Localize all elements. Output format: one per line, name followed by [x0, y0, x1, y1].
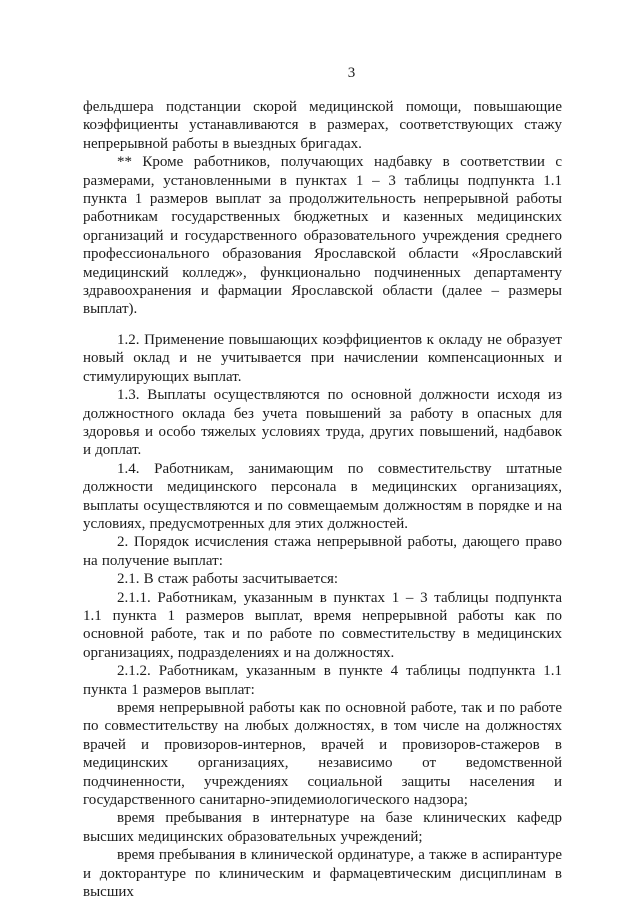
footnote-double-asterisk: ** Кроме работников, получающих надбавку в соответствии с размерами, установленными в пунктах 1 – 3 таблицы подпункта 1.1 пункта 1 размеров выплат за продолжительность непрерывной работы работникам государственных бюджетных и казенных медицинских организаций и государственного образовательного учреждения среднего профессионального образования Ярославской области «Ярославский медицинский колледж», функционально подчиненных департаменту здравоохранения и фармации Ярославской области (далее – размеры выплат).	[83, 154, 562, 318]
paragraph-continuation: фельдшера подстанции скорой медицинской помощи, повышающие коэффициенты устанавливаются в размерах, соответствующих стажу непрерывной работы в выездных бригадах.	[83, 99, 562, 152]
clause-2-1-1: 2.1.1. Работникам, указанным в пунктах 1 – 3 таблицы подпункта 1.1 пункта 1 размеров выплат, время непрерывной работы как по основной работе, так и по работе по совместительству в медицинских организациях, подразделениях и на должностях.	[83, 589, 562, 661]
clause-1-2: 1.2. Применение повышающих коэффициентов к окладу не образует новый оклад и не учитывается при начислении компенсационных и стимулирующих выплат.	[83, 331, 562, 385]
clause-2: 2. Порядок исчисления стажа непрерывной работы, дающего право на получение выплат:	[83, 534, 562, 569]
clause-1-4: 1.4. Работникам, занимающим по совместительству штатные должности медицинского персонала в медицинских организациях, выплаты осуществляются и по совмещаемым должностям в порядке и на условиях, предусмотренных для этих должностей.	[83, 460, 562, 532]
clause-2-1: 2.1. В стаж работы засчитывается:	[117, 571, 339, 588]
clause-1-3: 1.3. Выплаты осуществляются по основной должности исходя из должностного оклада без учета повышений за работу в опасных для здоровья и особо тяжелых условиях труда, других повышений, надбавок и доплат.	[83, 387, 562, 459]
subclause-internship-time: время пребывания в интернатуре на базе клинических кафедр высших медицинских образовательных учреждений;	[83, 810, 562, 845]
clause-2-1-2: 2.1.2. Работникам, указанным в пункте 4 таблицы подпункта 1.1 пункта 1 размеров выплат:	[83, 663, 562, 698]
subclause-continuous-work-time: время непрерывной работы как по основной работе, так и по работе по совместительству на любых должностях, в том числе на должностях врачей и провизоров-интернов, врачей и провизоров-стажеров в медицинских организациях, независимо от ведомственной подчиненности, учреждениях социальной защиты населения и государственного санитарно-эпидемиологического надзора;	[83, 700, 562, 809]
subclause-ordinatura-time: время пребывания в клинической ординатуре, а также в аспирантуре и докторантуре по клиническим и фармацевтическим дисциплинам в высших	[83, 847, 562, 901]
document-text-block	[83, 98, 562, 901]
page-number: 3	[347, 65, 356, 81]
section-spacer	[83, 319, 562, 331]
